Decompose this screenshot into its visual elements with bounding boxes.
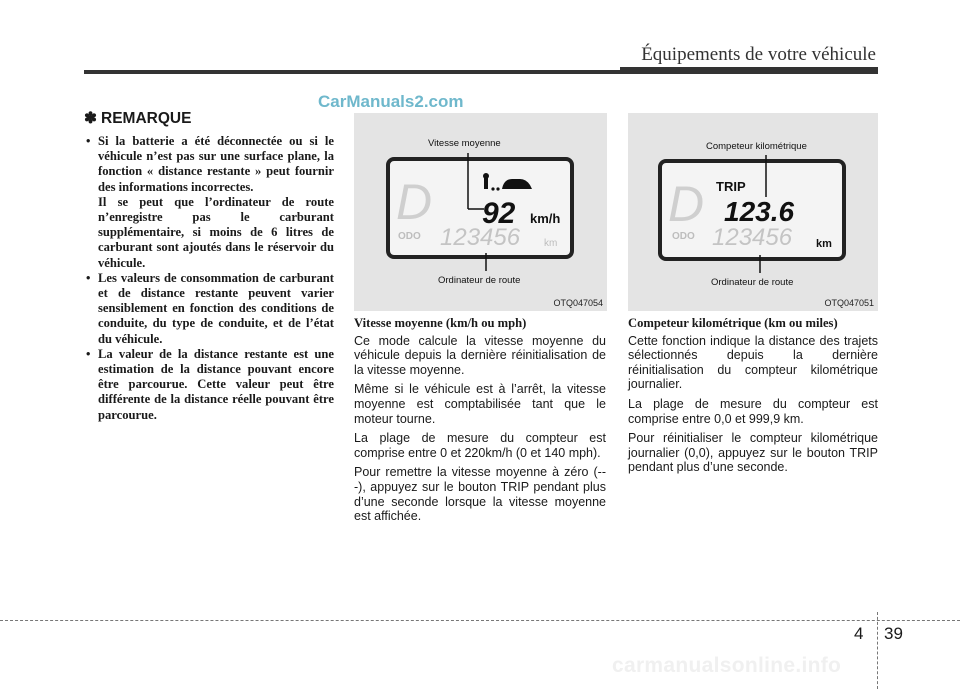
note-item-text: Il se peut que l’ordinateur de route n’enregistre pas le carburant supplémentaire, si moins de 6 litres de carburant sont ajoutés dans le réservoir du véhicule. <box>98 194 334 270</box>
section-paragraph: Ce mode calcule la vitesse moyenne du véhicule depuis la dernière réinitialisation de la vitesse moyenne. <box>354 333 606 377</box>
section-paragraph: La plage de mesure du compteur est comprise entre 0,0 et 999,9 km. <box>628 396 878 426</box>
gear-glyph: D <box>668 176 705 232</box>
section-paragraph: Même si le véhicule est à l’arrêt, la vitesse moyenne est comptabilisée tant que le moteur tourne. <box>354 382 606 426</box>
lcd-odo-value: 123456 <box>712 224 793 251</box>
note-item-text: • Les valeurs de consommation de carburant et de distance restante peuvent varier sensiblement en fonction des conditions de conduite, du type de conduite, et de l’état du véhicule. <box>98 270 334 346</box>
figure-code: OTQ047051 <box>824 298 874 308</box>
footer-rule <box>0 620 960 621</box>
callout-label-bottom: Ordinateur de route <box>711 277 794 288</box>
footer-divider <box>877 612 878 689</box>
lcd-odo-label: ODO <box>398 231 421 242</box>
note-item <box>84 347 334 423</box>
lcd-trip-label: TRIP <box>716 179 746 194</box>
lcd-trip-value: 123.6 <box>724 196 795 227</box>
lcd-odo-value: 123456 <box>440 224 521 251</box>
figure-average-speed <box>354 113 607 311</box>
watermark-bottom: carmanualsonline.info <box>612 654 842 677</box>
lcd-odo-unit: km <box>816 238 832 250</box>
section-trip-meter <box>628 316 878 480</box>
star-icon: ✽ <box>84 110 97 127</box>
figure-code: OTQ047054 <box>553 298 603 308</box>
watermark-top: CarManuals2.com <box>318 92 464 111</box>
figure-trip-meter <box>628 113 878 311</box>
lcd-odo-label: ODO <box>672 231 695 242</box>
lcd-speed-unit: km/h <box>530 211 561 226</box>
gear-glyph: D <box>396 174 433 230</box>
note-item-text: • La valeur de la distance restante est une estimation de la distance pouvant encore être parcourue. Cette valeur peut être différente de la distance réelle pouvant être parcourue. <box>98 346 334 422</box>
note-item <box>84 134 334 271</box>
note-heading <box>84 109 191 128</box>
section-paragraph: Cette fonction indique la distance des trajets sélectionnés depuis la dernière réinitialisation du compteur kilométrique journalier. <box>628 333 878 392</box>
section-heading: Vitesse moyenne (km/h ou mph) <box>354 316 527 330</box>
section-heading: Competeur kilométrique (km ou miles) <box>628 316 838 330</box>
callout-label-bottom: Ordinateur de route <box>438 275 521 286</box>
section-average-speed <box>354 316 606 529</box>
note-item-text: • Si la batterie a été déconnectée ou si le véhicule n’est pas sur une surface plane, la fonction « distance restante » peut fournir des informations incorrectes. <box>98 134 334 194</box>
note-item <box>84 271 334 347</box>
section-paragraph: La plage de mesure du compteur est comprise entre 0 et 220km/h (0 et 140 mph). <box>354 431 606 460</box>
lcd-odo-unit: km <box>544 238 558 249</box>
header-rule <box>84 70 878 74</box>
page-number: 39 <box>884 624 903 643</box>
section-paragraph: Pour réinitialiser le compteur kilométrique journalier (0,0), appuyez sur le bouton TRIP pendant plus d’une seconde. <box>628 431 878 475</box>
page-header-title: Équipements de votre véhicule <box>641 44 876 65</box>
lcd-speed-value: 92 <box>482 197 516 230</box>
section-paragraph: Pour remettre la vitesse moyenne à zéro (---), appuyez sur le bouton TRIP pendant plus d’une seconde lorsque la vitesse moyenne est affichée. <box>354 465 606 524</box>
chapter-number: 4 <box>854 624 864 643</box>
callout-label-top: Vitesse moyenne <box>428 138 501 149</box>
callout-label-top: Competeur kilométrique <box>706 141 807 152</box>
note-list <box>84 134 334 423</box>
note-heading-text: REMARQUE <box>101 110 192 127</box>
